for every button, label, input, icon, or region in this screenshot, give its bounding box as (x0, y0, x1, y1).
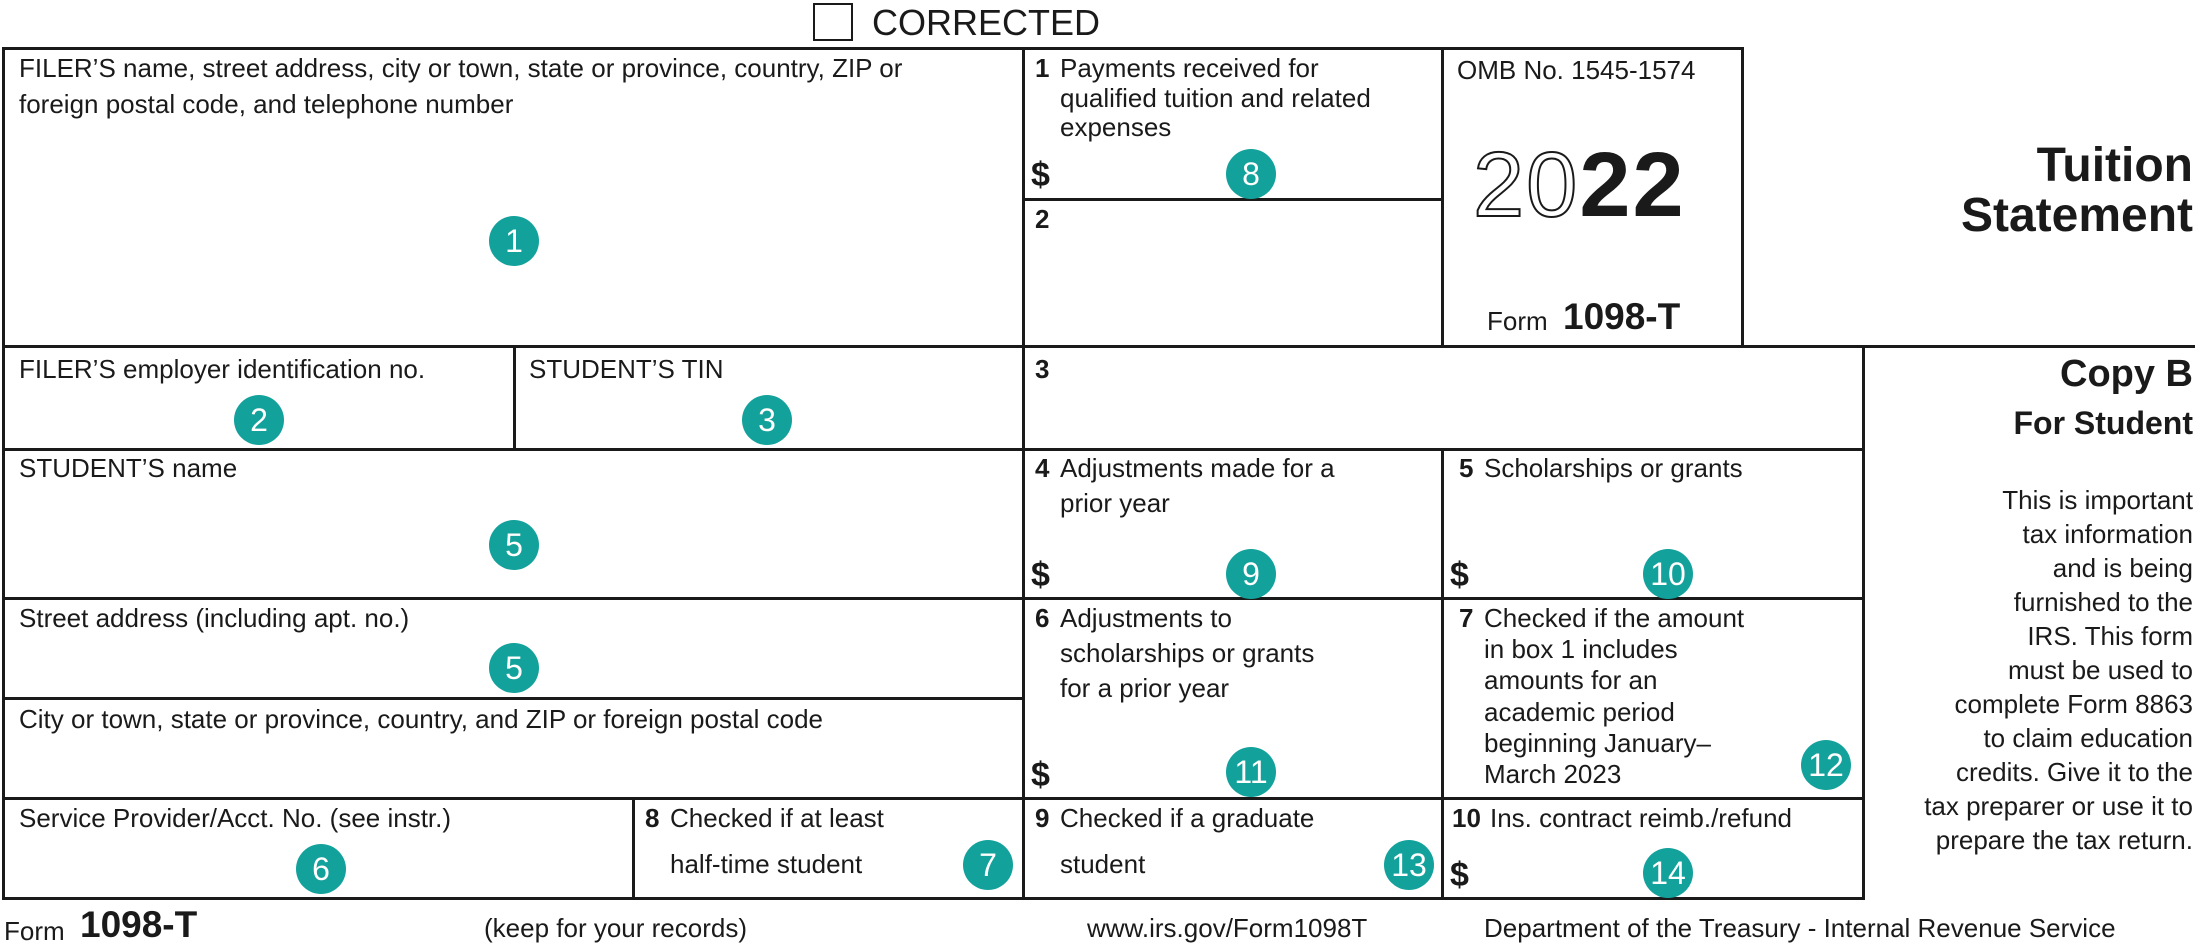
student-tin-label: STUDENT’S TIN (529, 354, 724, 384)
notice-line: tax information (2022, 519, 2193, 549)
box5-label: Scholarships or grants (1484, 453, 1743, 483)
box6-number: 6 (1035, 603, 1050, 633)
box7-label-line2: in box 1 includes (1484, 634, 1678, 664)
notice-line: to claim education (1983, 723, 2193, 753)
notice-line: This is important (2002, 485, 2193, 515)
callout-marker-8[interactable]: 8 (1226, 149, 1276, 199)
box6-label-line2: scholarships or grants (1060, 638, 1315, 668)
callout-marker-2[interactable]: 2 (234, 395, 284, 445)
callout-marker-1[interactable]: 1 (489, 216, 539, 266)
box9-label-line1: Checked if a graduate (1060, 803, 1315, 833)
box7-label-line3: amounts for an (1484, 665, 1658, 695)
tax-year-outline: 20 (1473, 134, 1580, 236)
city-label: City or town, state or province, country, and ZIP or foreign postal code (19, 704, 823, 734)
footer-form-word: Form (4, 916, 65, 946)
notice-line: furnished to the (2013, 587, 2193, 617)
callout-marker-14[interactable]: 14 (1643, 848, 1693, 898)
box1-number: 1 (1035, 53, 1050, 83)
corrected-checkbox[interactable] (813, 3, 853, 41)
box3-number: 3 (1035, 354, 1050, 384)
notice-line: credits. Give it to the (1956, 757, 2193, 787)
box4-number: 4 (1035, 453, 1050, 483)
box7-label-line5: beginning January– (1484, 728, 1711, 758)
box1-label-line1: Payments received for (1060, 53, 1319, 83)
box5-number: 5 (1459, 453, 1474, 483)
box1-label-line3: expenses (1060, 112, 1172, 142)
callout-marker-7[interactable]: 7 (963, 840, 1013, 890)
service-provider-label: Service Provider/Acct. No. (see instr.) (19, 803, 452, 833)
box10-dollar-sign: $ (1450, 856, 1469, 894)
callout-marker-5-address[interactable]: 5 (489, 643, 539, 693)
box1-label-line2: qualified tuition and related (1060, 83, 1371, 113)
box6-label-line1: Adjustments to (1060, 603, 1232, 633)
footer-department: Department of the Treasury - Internal Revenue Service (1484, 913, 2116, 943)
box10-label: Ins. contract reimb./refund (1490, 803, 1793, 833)
filer-name-label-2: foreign postal code, and telephone number (19, 89, 514, 119)
tax-year (1473, 135, 1686, 235)
notice-line: prepare the tax return. (1935, 825, 2193, 855)
box1-dollar-sign: $ (1031, 156, 1050, 194)
callout-marker-6[interactable]: 6 (296, 844, 346, 894)
title-statement: Statement (1960, 189, 2193, 242)
box4-label-line2: prior year (1060, 488, 1170, 518)
box7-label-line1: Checked if the amount (1484, 603, 1745, 633)
important-notice (1863, 483, 2193, 857)
notice-line: complete Form 8863 (1954, 689, 2193, 719)
callout-marker-5-name[interactable]: 5 (489, 520, 539, 570)
box8-number: 8 (645, 803, 660, 833)
callout-marker-11[interactable]: 11 (1226, 747, 1276, 797)
for-student-label: For Student (2013, 405, 2193, 441)
omb-form-number: 1098-T (1563, 296, 1681, 337)
box6-dollar-sign: $ (1031, 756, 1050, 794)
box7-label-line6: March 2023 (1484, 759, 1622, 789)
box9-number: 9 (1035, 803, 1050, 833)
box8-label-line1: Checked if at least (670, 803, 884, 833)
notice-line: tax preparer or use it to (1924, 791, 2193, 821)
box4-dollar-sign: $ (1031, 556, 1050, 594)
student-name-label: STUDENT’S name (19, 453, 238, 483)
box4-label-line1: Adjustments made for a (1060, 453, 1335, 483)
footer-form-number: 1098-T (80, 904, 198, 945)
box8-label-line2: half-time student (670, 849, 863, 879)
box7-label-line4: academic period (1484, 697, 1675, 727)
tax-year-bold: 22 (1579, 134, 1686, 236)
box6-label-line3: for a prior year (1060, 673, 1230, 703)
notice-line: and is being (2052, 553, 2193, 583)
footer-keep-records: (keep for your records) (484, 913, 747, 943)
box7-number: 7 (1459, 603, 1474, 633)
filer-name-label: FILER’S name, street address, city or town, state or province, country, ZIP or (19, 53, 903, 83)
callout-marker-9[interactable]: 9 (1226, 549, 1276, 599)
callout-marker-3[interactable]: 3 (742, 395, 792, 445)
notice-line: must be used to (2008, 655, 2193, 685)
copy-b-label: Copy B (2060, 353, 2193, 395)
box9-label-line2: student (1060, 849, 1146, 879)
callout-marker-10[interactable]: 10 (1643, 549, 1693, 599)
footer-irs-url[interactable]: www.irs.gov/Form1098T (1087, 913, 1368, 943)
title-tuition: Tuition (2036, 139, 2193, 192)
omb-form-word: Form (1487, 306, 1548, 336)
notice-line: IRS. This form (2027, 621, 2193, 651)
callout-marker-12[interactable]: 12 (1801, 740, 1851, 790)
corrected-label: CORRECTED (872, 2, 1101, 43)
omb-number: OMB No. 1545-1574 (1457, 55, 1696, 85)
street-address-label: Street address (including apt. no.) (19, 603, 410, 633)
box5-dollar-sign: $ (1450, 556, 1469, 594)
box2-number: 2 (1035, 204, 1050, 234)
callout-marker-13[interactable]: 13 (1384, 840, 1434, 890)
box10-number: 10 (1452, 803, 1481, 833)
filer-ein-label: FILER’S employer identification no. (19, 354, 426, 384)
